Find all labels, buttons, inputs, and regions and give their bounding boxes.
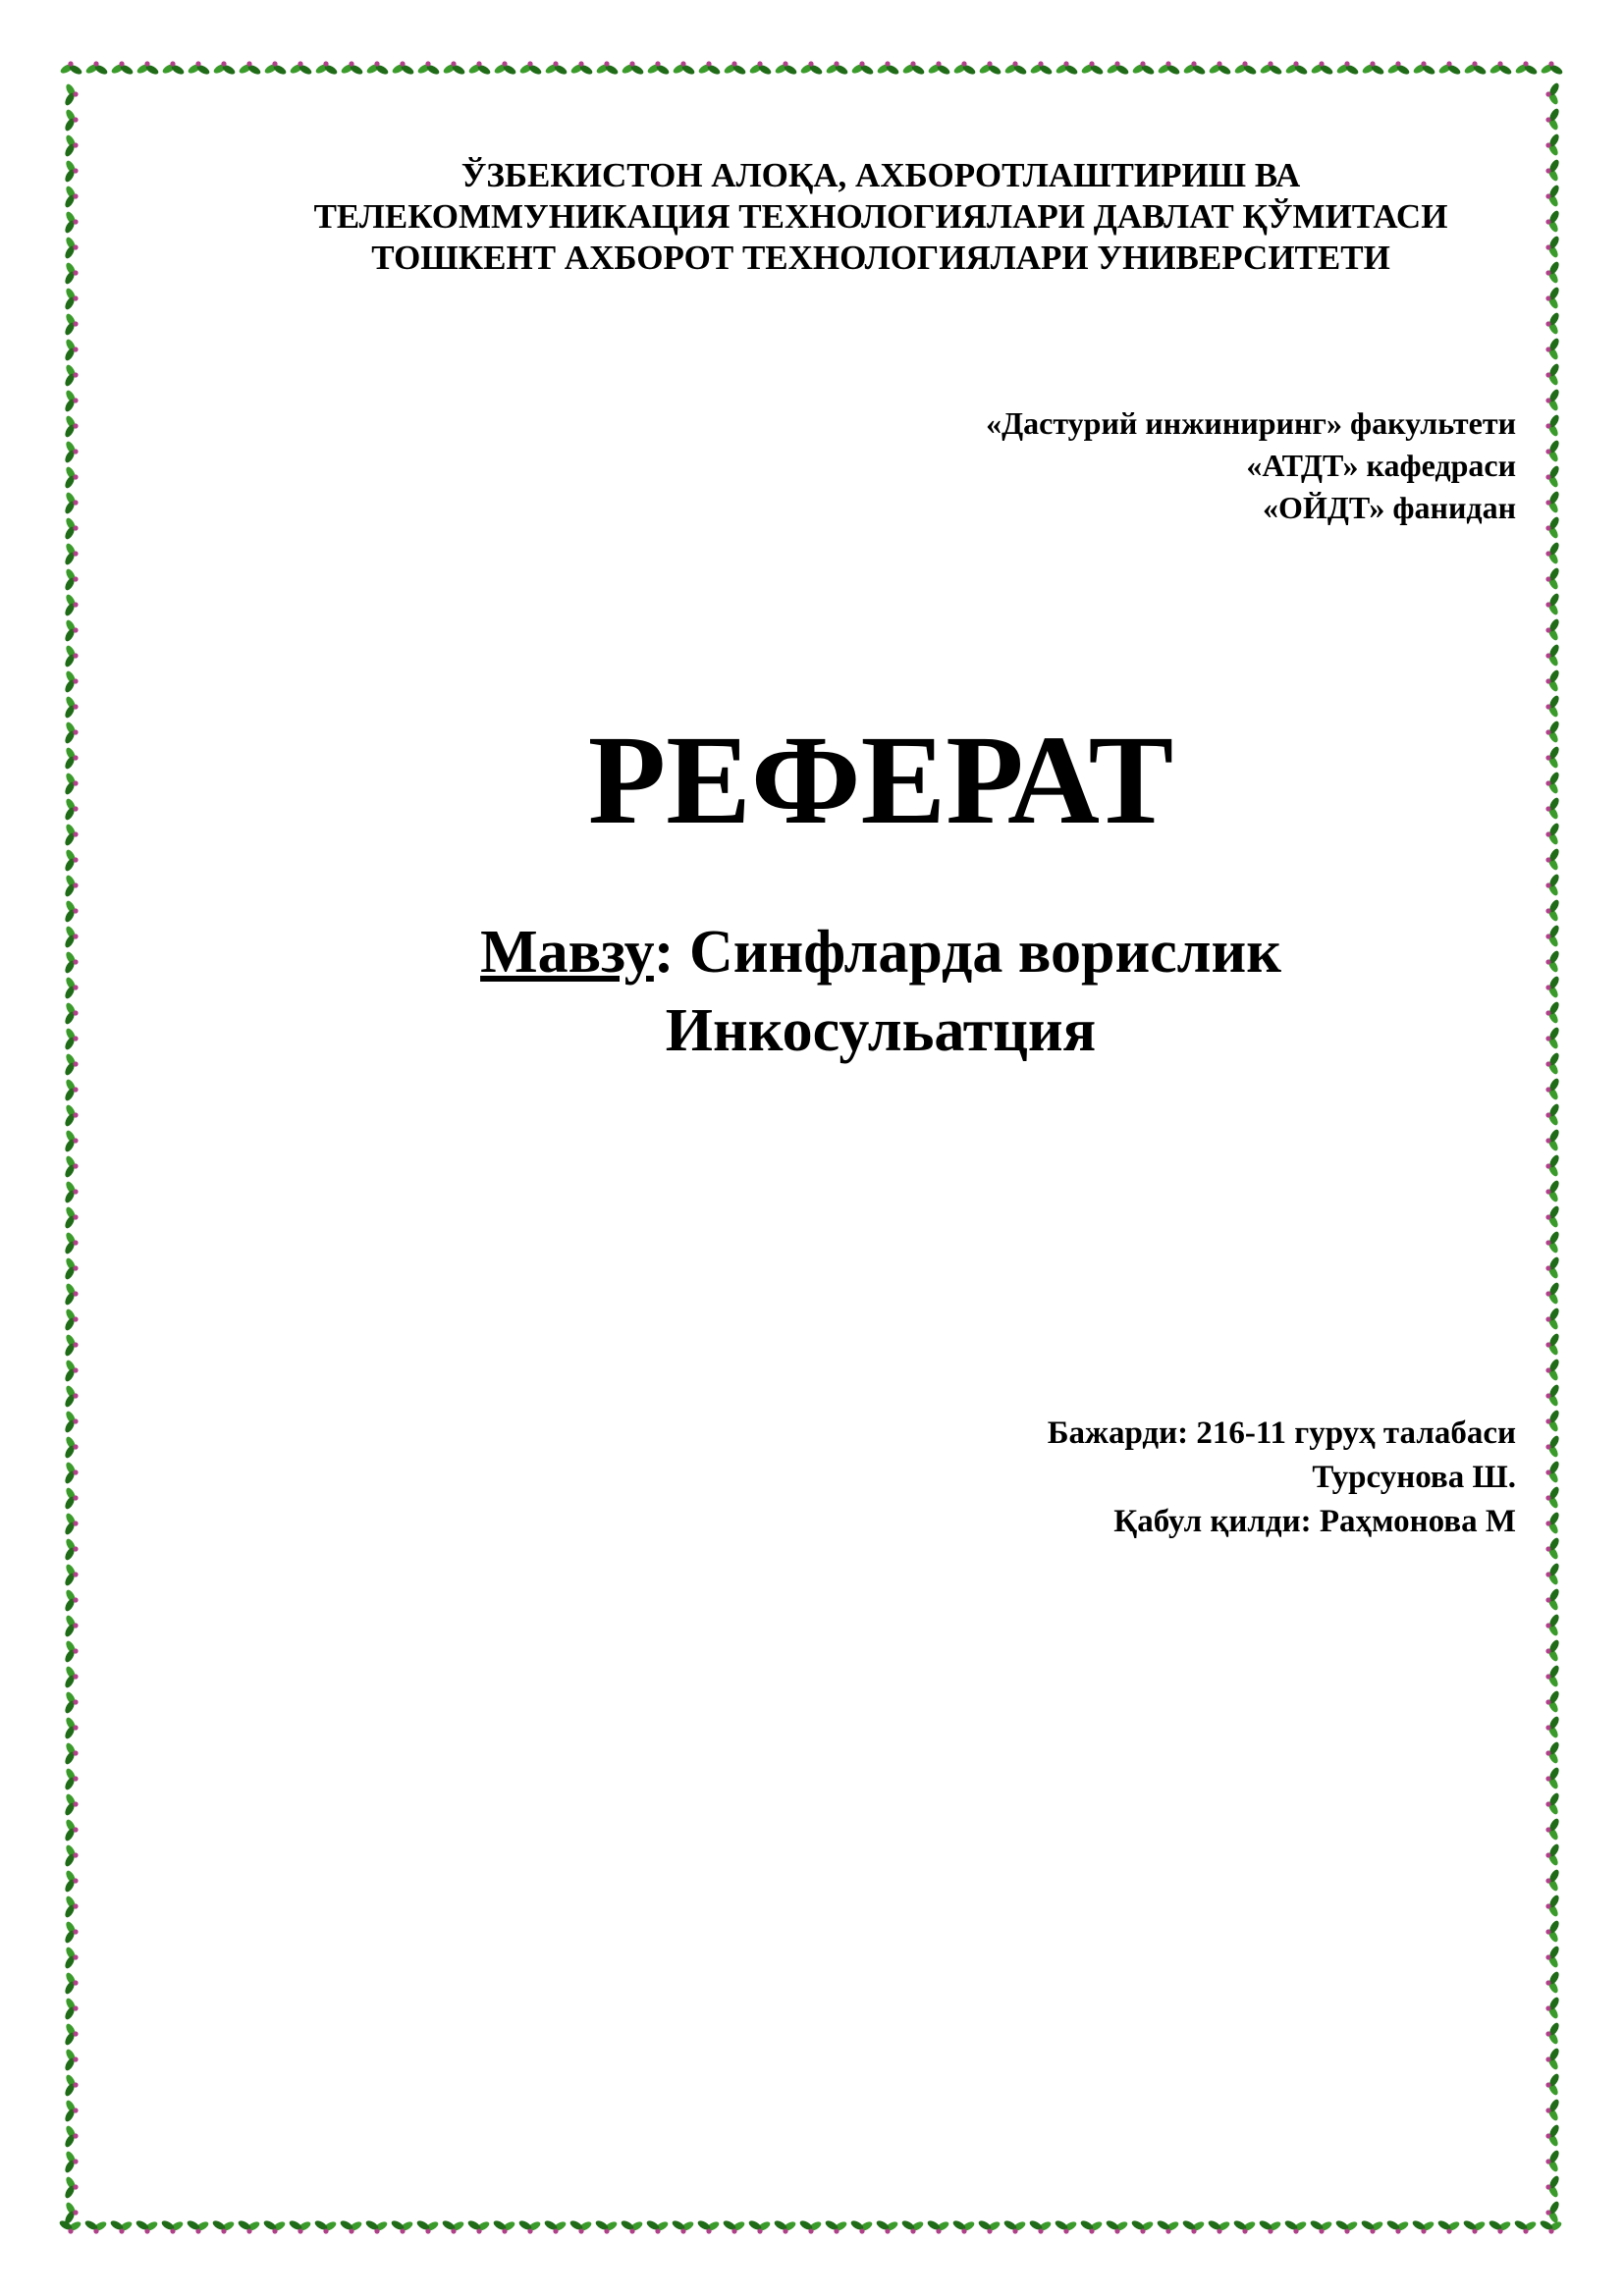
holly-motif: [416, 61, 441, 76]
holly-motif: [83, 2218, 108, 2233]
holly-motif: [59, 61, 83, 76]
holly-motif: [390, 2218, 414, 2233]
holly-motif: [1259, 61, 1283, 76]
holly-motif: [391, 61, 415, 76]
holly-motif: [1545, 1638, 1560, 1663]
holly-motif: [313, 2218, 338, 2233]
holly-motif: [238, 61, 262, 76]
holly-motif: [314, 61, 339, 76]
topic-line-1: [196, 913, 1565, 991]
holly-motif: [1106, 61, 1130, 76]
holly-motif: [1545, 1485, 1560, 1510]
holly-motif: [1545, 1613, 1560, 1637]
holly-motif: [63, 2099, 78, 2123]
holly-motif: [63, 1843, 78, 1868]
holly-motif: [1545, 1996, 1560, 2020]
holly-motif: [978, 61, 1002, 76]
holly-motif: [63, 2022, 78, 2047]
holly-motif: [63, 1052, 78, 1077]
ministry-header: [196, 155, 1565, 279]
holly-motif: [63, 2124, 78, 2149]
document-type-title: РЕФЕРАТ: [587, 710, 1174, 851]
holly-motif: [926, 2218, 950, 2233]
holly-motif: [850, 61, 875, 76]
holly-motif: [63, 593, 78, 617]
holly-motif: [63, 1333, 78, 1358]
holly-motif: [63, 2150, 78, 2174]
holly-motif: [645, 2218, 670, 2233]
holly-motif: [1545, 1179, 1560, 1203]
holly-motif: [1181, 2218, 1206, 2233]
holly-motif: [63, 338, 78, 362]
holly-motif: [1545, 311, 1560, 336]
holly-motif: [1545, 668, 1560, 693]
holly-motif: [748, 61, 773, 76]
holly-motif: [63, 210, 78, 235]
holly-motif: [63, 772, 78, 796]
holly-motif: [1545, 1791, 1560, 1816]
holly-motif: [63, 1639, 78, 1664]
holly-motif: [1545, 643, 1560, 667]
holly-motif: [697, 61, 722, 76]
holly-motif: [1208, 61, 1232, 76]
holly-motif: [63, 516, 78, 541]
holly-motif: [63, 1792, 78, 1817]
holly-motif: [84, 61, 109, 76]
holly-motif: [1412, 61, 1436, 76]
holly-motif: [1545, 1689, 1560, 1714]
holly-motif: [109, 2218, 134, 2233]
holly-motif: [365, 61, 390, 76]
holly-motif: [1545, 2021, 1560, 2046]
holly-motif: [63, 1665, 78, 1689]
holly-motif: [63, 1410, 78, 1434]
holly-motif: [1079, 2218, 1104, 2233]
holly-motif: [63, 925, 78, 949]
holly-motif: [1545, 413, 1560, 438]
holly-motif: [901, 61, 926, 76]
holly-motif: [824, 2218, 848, 2233]
holly-motif: [237, 2218, 261, 2233]
header-line-2: ТЕЛЕКОММУНИКАЦИЯ ТЕХНОЛОГИЯЛАРИ ДАВЛАТ ҚЎМИТАСИ: [313, 197, 1448, 236]
holly-motif: [63, 874, 78, 898]
holly-motif: [825, 61, 849, 76]
holly-motif: [1545, 515, 1560, 540]
holly-motif: [1545, 1204, 1560, 1229]
holly-motif: [63, 1690, 78, 1715]
holly-motif: [187, 61, 211, 76]
holly-motif: [63, 1231, 78, 1255]
holly-motif: [493, 61, 517, 76]
holly-motif: [799, 61, 824, 76]
holly-motif: [415, 2218, 440, 2233]
holly-motif: [1545, 1970, 1560, 1995]
holly-motif: [1545, 1868, 1560, 1893]
topic-separator: :: [653, 919, 675, 986]
performed-by-line: Бажарди: 216-11 гуруҳ талабаси: [1047, 1415, 1516, 1451]
holly-motif: [110, 61, 135, 76]
holly-motif: [1360, 2218, 1384, 2233]
holly-motif: [63, 1027, 78, 1051]
holly-motif: [1207, 2218, 1231, 2233]
holly-motif: [63, 848, 78, 873]
holly-motif: [63, 1180, 78, 1204]
topic-label: Мавзу: [480, 919, 654, 986]
holly-motif: [1545, 1102, 1560, 1127]
holly-motif: [63, 1537, 78, 1562]
holly-motif: [1545, 107, 1560, 132]
holly-motif: [63, 1001, 78, 1026]
holly-motif: [63, 1359, 78, 1383]
holly-motif: [517, 2218, 542, 2233]
holly-motif: [1545, 1332, 1560, 1357]
holly-motif: [63, 1205, 78, 1230]
holly-motif: [442, 61, 466, 76]
holly-motif: [1545, 1536, 1560, 1561]
holly-motif: [1310, 61, 1334, 76]
holly-motif: [63, 2073, 78, 2098]
topic-line-2: Инкосульатция: [665, 997, 1097, 1064]
holly-motif: [672, 61, 696, 76]
holly-motif: [63, 312, 78, 337]
holly-motif: [135, 2218, 159, 2233]
holly-motif: [1545, 81, 1560, 106]
holly-motif: [63, 1920, 78, 1945]
holly-motif: [774, 61, 798, 76]
holly-motif: [568, 2218, 593, 2233]
holly-motif: [63, 1461, 78, 1485]
holly-motif: [63, 1563, 78, 1587]
department-info: [986, 402, 1516, 529]
holly-motif: [1003, 61, 1028, 76]
holly-motif: [63, 2048, 78, 2072]
holly-motif: [1131, 61, 1156, 76]
holly-motif: [1545, 464, 1560, 489]
holly-motif: [951, 2218, 976, 2233]
holly-motif: [63, 1282, 78, 1307]
holly-motif: [1283, 2218, 1308, 2233]
holly-motif: [63, 1103, 78, 1128]
holly-motif: [849, 2218, 874, 2233]
holly-motif: [63, 797, 78, 822]
holly-motif: [646, 61, 671, 76]
holly-motif: [1545, 1715, 1560, 1739]
holly-motif: [544, 61, 568, 76]
holly-motif: [952, 61, 977, 76]
holly-motif: [1157, 61, 1181, 76]
holly-motif: [63, 1818, 78, 1842]
holly-motif: [1029, 61, 1054, 76]
holly-motif: [900, 2218, 925, 2233]
holly-motif: [63, 1308, 78, 1332]
holly-motif: [63, 363, 78, 388]
holly-motif: [63, 1154, 78, 1179]
holly-motif: [1182, 61, 1207, 76]
holly-motif: [1540, 61, 1564, 76]
holly-motif: [1054, 2218, 1078, 2233]
holly-motif: [63, 2175, 78, 2200]
holly-motif: [1545, 1077, 1560, 1101]
holly-motif: [63, 542, 78, 566]
holly-motif: [63, 108, 78, 133]
accepted-by-line: Қабул қилди: Раҳмонова М: [1113, 1504, 1516, 1539]
holly-motif: [977, 2218, 1001, 2233]
holly-motif: [1545, 1587, 1560, 1612]
holly-motif: [1002, 2218, 1027, 2233]
holly-motif: [1545, 1945, 1560, 1969]
holly-motif: [63, 567, 78, 592]
holly-motif: [722, 2218, 746, 2233]
holly-motif: [63, 287, 78, 311]
holly-motif: [441, 2218, 465, 2233]
holly-motif: [63, 236, 78, 260]
holly-motif: [620, 2218, 644, 2233]
holly-motif: [63, 1512, 78, 1536]
author-info: [1048, 1412, 1516, 1544]
holly-motif: [1545, 1281, 1560, 1306]
holly-motif: [212, 61, 237, 76]
holly-motif: [1411, 2218, 1435, 2233]
holly-motif: [63, 185, 78, 209]
header-line-1: ЎЗБЕКИСТОН АЛОҚА, АХБОРОТЛАШТИРИШ ВА: [460, 156, 1301, 194]
holly-motif: [1055, 61, 1079, 76]
holly-motif: [543, 2218, 568, 2233]
holly-motif: [696, 2218, 721, 2233]
holly-motif: [876, 61, 900, 76]
holly-motif: [262, 2218, 287, 2233]
holly-motif: [63, 1869, 78, 1894]
holly-motif: [1545, 133, 1560, 157]
holly-motif: [364, 2218, 389, 2233]
holly-motif: [63, 950, 78, 975]
holly-motif: [1545, 1894, 1560, 1918]
holly-motif: [63, 414, 78, 439]
holly-motif: [1258, 2218, 1282, 2233]
holly-motif: [1514, 61, 1539, 76]
holly-motif: [63, 644, 78, 668]
holly-motif: [1545, 439, 1560, 463]
holly-motif: [63, 1435, 78, 1460]
holly-motif: [1488, 2218, 1512, 2233]
holly-motif: [63, 159, 78, 184]
holly-motif: [1545, 1766, 1560, 1790]
holly-motif: [1545, 1562, 1560, 1586]
holly-motif: [63, 1716, 78, 1740]
holly-motif: [1156, 2218, 1180, 2233]
student-name: Турсунова Ш.: [1312, 1460, 1516, 1495]
holly-motif: [671, 2218, 695, 2233]
holly-motif: [1545, 2047, 1560, 2071]
holly-motif: [1545, 1230, 1560, 1255]
holly-motif: [875, 2218, 899, 2233]
holly-motif: [1309, 2218, 1333, 2233]
holly-motif: [1545, 566, 1560, 591]
holly-motif: [1545, 873, 1560, 897]
holly-motif: [63, 1129, 78, 1153]
holly-motif: [518, 61, 543, 76]
holly-motif: [1545, 388, 1560, 412]
holly-motif: [594, 2218, 619, 2233]
holly-motif: [161, 61, 186, 76]
holly-motif: [1545, 1434, 1560, 1459]
holly-motif: [1545, 1383, 1560, 1408]
holly-motif: [1545, 2200, 1560, 2224]
holly-motif: [492, 2218, 516, 2233]
holly-motif: [467, 61, 492, 76]
holly-motif: [1545, 2123, 1560, 2148]
header-line-3: ТОШКЕНТ АХБОРОТ ТЕХНОЛОГИЯЛАРИ УНИВЕРСИТЕТИ: [371, 239, 1390, 277]
holly-motif: [63, 695, 78, 720]
holly-motif: [1462, 2218, 1487, 2233]
holly-motif: [1513, 2218, 1538, 2233]
holly-motif: [63, 82, 78, 107]
holly-motif: [63, 899, 78, 924]
holly-motif: [63, 1946, 78, 1970]
holly-motif: [773, 2218, 797, 2233]
holly-motif: [569, 61, 594, 76]
holly-motif: [63, 1971, 78, 1996]
topic-block: [196, 913, 1565, 1070]
holly-motif: [1545, 2149, 1560, 2173]
holly-motif: [1545, 1460, 1560, 1484]
holly-motif: [63, 721, 78, 745]
holly-motif: [723, 61, 747, 76]
holly-motif: [1334, 2218, 1359, 2233]
holly-motif: [747, 2218, 772, 2233]
holly-motif: [1545, 286, 1560, 310]
holly-motif: [1545, 1255, 1560, 1280]
holly-motif: [186, 2218, 210, 2233]
holly-motif: [1545, 1358, 1560, 1382]
holly-motif: [135, 61, 160, 76]
holly-motif: [339, 2218, 363, 2233]
holly-motif: [63, 1767, 78, 1791]
holly-motif: [1545, 1511, 1560, 1535]
holly-motif: [63, 746, 78, 771]
holly-motif: [1545, 1842, 1560, 1867]
holly-motif: [289, 61, 313, 76]
holly-motif: [1130, 2218, 1155, 2233]
holly-motif: [595, 61, 620, 76]
holly-motif: [1545, 337, 1560, 361]
holly-motif: [1545, 2174, 1560, 2199]
holly-motif: [63, 1384, 78, 1409]
holly-motif: [63, 1997, 78, 2021]
holly-motif: [1545, 617, 1560, 642]
holly-motif: [63, 976, 78, 1000]
holly-motif: [1545, 2098, 1560, 2122]
holly-motif: [927, 61, 951, 76]
holly-motif: [1080, 61, 1105, 76]
holly-motif: [798, 2218, 823, 2233]
holly-motif: [1545, 1817, 1560, 1842]
holly-motif: [1545, 1409, 1560, 1433]
holly-motif: [63, 618, 78, 643]
holly-motif: [621, 61, 645, 76]
holly-motif: [63, 261, 78, 286]
holly-motif: [1361, 61, 1385, 76]
holly-motif: [63, 133, 78, 158]
holly-motif: [1545, 2072, 1560, 2097]
holly-motif: [1545, 1153, 1560, 1178]
holly-motif: [1463, 61, 1488, 76]
holly-motif: [1437, 61, 1462, 76]
holly-motif: [63, 1486, 78, 1511]
holly-motif: [1232, 2218, 1257, 2233]
holly-motif: [63, 823, 78, 847]
holly-motif: [1386, 61, 1411, 76]
holly-motif: [1545, 541, 1560, 565]
holly-motif: [466, 2218, 491, 2233]
holly-motif: [1545, 1740, 1560, 1765]
holly-motif: [263, 61, 288, 76]
holly-motif: [1028, 2218, 1053, 2233]
holly-motif: [1545, 490, 1560, 514]
holly-motif: [63, 1256, 78, 1281]
holly-motif: [1539, 2218, 1563, 2233]
subject-line: «ОЙДТ» фанидан: [1263, 490, 1516, 525]
holly-motif: [63, 2201, 78, 2225]
holly-motif: [63, 1614, 78, 1638]
holly-motif: [1545, 592, 1560, 616]
holly-motif: [340, 61, 364, 76]
holly-motif: [1545, 1307, 1560, 1331]
holly-motif: [1105, 2218, 1129, 2233]
holly-motif: [1545, 1664, 1560, 1688]
holly-motif: [211, 2218, 236, 2233]
holly-motif: [63, 669, 78, 694]
topic-title-part-1: Синфларда ворислик: [674, 919, 1281, 986]
holly-motif: [1436, 2218, 1461, 2233]
holly-motif: [1545, 1128, 1560, 1152]
holly-motif: [1284, 61, 1309, 76]
holly-motif: [63, 491, 78, 515]
chair-line: «АТДТ» кафедраси: [1246, 448, 1516, 483]
holly-motif: [160, 2218, 185, 2233]
holly-motif: [63, 1895, 78, 1919]
holly-motif: [1335, 61, 1360, 76]
holly-motif: [1385, 2218, 1410, 2233]
holly-motif: [1233, 61, 1258, 76]
holly-motif: [1545, 362, 1560, 387]
holly-motif: [63, 389, 78, 413]
holly-motif: [1545, 1919, 1560, 1944]
holly-motif: [288, 2218, 312, 2233]
holly-motif: [63, 465, 78, 490]
holly-motif: [1489, 61, 1513, 76]
faculty-line: «Дастурий инжиниринг» факультети: [986, 405, 1516, 441]
holly-motif: [63, 1588, 78, 1613]
holly-motif: [63, 1741, 78, 1766]
holly-motif: [63, 440, 78, 464]
holly-motif: [63, 1078, 78, 1102]
